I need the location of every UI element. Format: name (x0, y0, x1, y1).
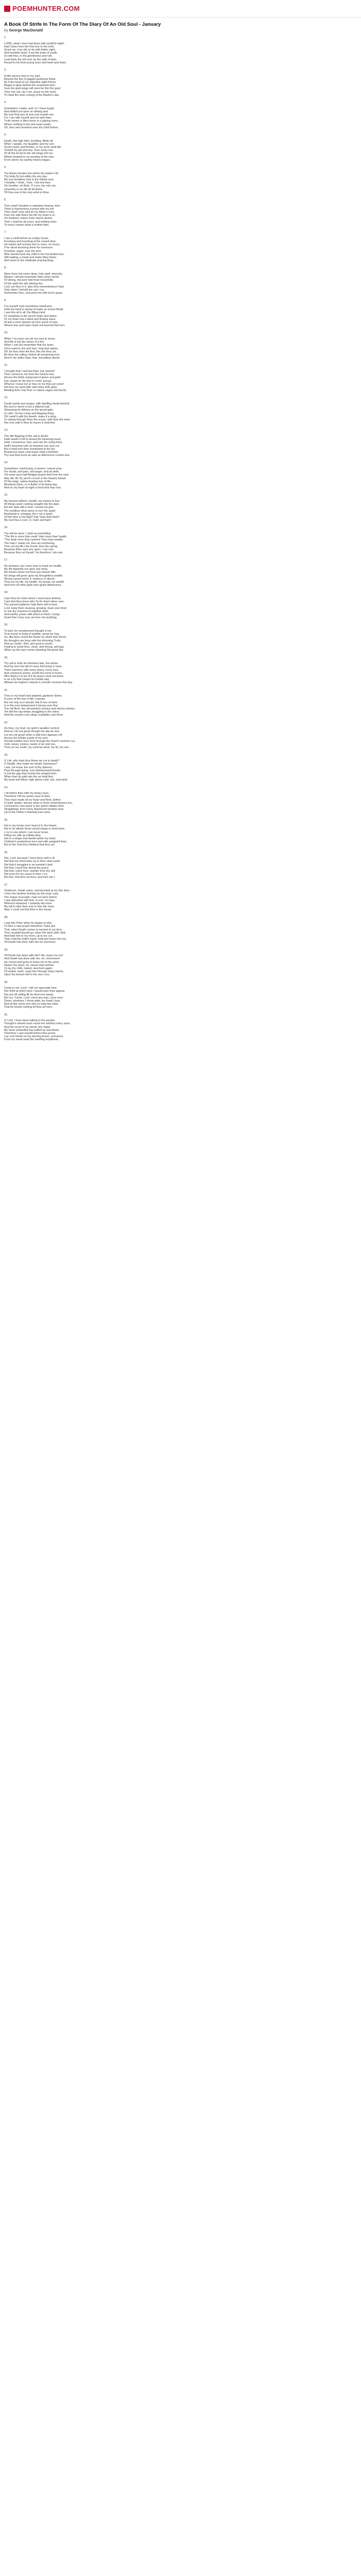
poem-line: Whence I know not or how on me thou art come! (4, 382, 64, 386)
poem-line: I was like Peter when he began to sink, (4, 922, 53, 925)
poem-line: Had I been from the first true to the truth, (4, 45, 55, 48)
poem-line: And from all other gods thou grant deliverance. (4, 584, 62, 587)
section-number: 16. (4, 526, 8, 530)
poem-line: Till thou see in the only-what is thine. (4, 191, 50, 194)
poem-line: May fall, flit, fly, perch-crouch in the bowery breast (4, 477, 66, 480)
poem-line: I was disturbed with fear, in sort, not awe; (4, 899, 55, 902)
logo-text: POEMHUNTER.COM (12, 5, 80, 12)
poem-line: Is but the gap that rounds the winged form, (4, 772, 57, 775)
poem-line: Who should have the child in her hot tenderness, (4, 252, 64, 256)
section-number: 24. (4, 786, 8, 789)
poem-line: My soul in storm is but a tattered sail, (4, 405, 50, 409)
poem-line: Oh! swell it with thy breath; make it a wing,- (4, 415, 58, 418)
poem-section (4, 166, 357, 194)
section-number: 25. (4, 818, 8, 822)
poem-line: LORD, what I once had done with youthful might, (4, 42, 65, 45)
section-number: 27. (4, 883, 8, 887)
poem-section (4, 1013, 357, 1042)
poem-section (4, 851, 357, 879)
poem-line: Lay cool hands on my burning brows, and press (4, 1035, 63, 1039)
poem-line: Of him who is the light?-Fair hope doth flash! (4, 516, 59, 519)
poem-line: Always I should remember thee-some words (4, 276, 59, 279)
poem-line: Whole-hearted is my worship of the man (4, 155, 54, 159)
poem-line: He comes-and goes-to leave me in thy arms, (4, 960, 60, 964)
poem-section (4, 819, 357, 847)
poem-line: My God has a cure, O, hush and hark! (4, 519, 52, 522)
section-number: 1. (4, 36, 7, 39)
poem-line: And as I do not groan though the day be dun, (4, 730, 60, 734)
poem-line: Once used to live and love, long and aspire,- (4, 347, 59, 350)
poem-line: No wings will grow upon my thoughtless wealth; (4, 574, 63, 578)
poem-section (4, 396, 357, 425)
poem-section (4, 786, 357, 815)
section-number: 4. (4, 133, 7, 137)
poem-line: Therefore I lift my weary eyes to thee, (4, 795, 51, 799)
poem-line: The old flesh, the old wonted contrary and stormy whines (4, 707, 75, 710)
poem-line: If he stood knocking there for evermore. (4, 246, 54, 250)
poem-line: Not that I need fear denial thy grace; (4, 866, 50, 870)
poem-line: Conscience runs quick to the spirit's hidden door. (4, 804, 64, 808)
poem-line: Not in a shape that dwells within my heart, (4, 837, 56, 840)
poem-line: Alas! I could not find thee in the house. (4, 908, 52, 912)
poem-line: Grant that I love now, we love not anything. (4, 616, 58, 620)
poem-line: O Health, why make me inhalic heaviness? (4, 762, 58, 766)
poem-line: Yestereve, Death came, and knocked at my thin door. (4, 889, 70, 893)
poem-line: Began to glow behind the unopened door: (4, 84, 56, 88)
section-number: 26. (4, 851, 8, 854)
poem-section (4, 591, 357, 619)
poem-line: My heart unheedful has puffed up and blown. (4, 1028, 60, 1032)
poem-line: True house to build of stubble, wood nor hay; (4, 633, 60, 636)
poem-line: Were there but some deep, holy spell, whereby (4, 272, 62, 276)
poem-line: Be thou the calling, before all answering love, (4, 353, 60, 357)
poem-line: Sometimes, hard-trying, it seems I cannot pray- (4, 467, 63, 470)
poem-line: They rise not. Up I rise, press on the more, (4, 90, 57, 94)
poem-line: Beyond the line of jagged quietness flows, (4, 77, 56, 81)
poem-line: Is in the sore betweenest if stormy ever fine (4, 704, 58, 707)
poem-line: Faith swells it full to breast the birsening wave. (4, 438, 62, 442)
poem-line: Or my heart has a deep and flowing wave, (4, 317, 56, 321)
author-name: George MacDonald (9, 28, 43, 32)
poem-line: But cry, 'Come, Lord, come any way, come now.' (4, 996, 64, 999)
poem-line: For I am with myself and not with thee; (4, 116, 52, 120)
section-number: 19. (4, 623, 8, 627)
poem-section (4, 331, 357, 360)
poem-line: My soul breathes only in thy infinite soul; (4, 178, 54, 182)
poem-section (4, 429, 357, 457)
poem-line: And on my heart at night a fresh bird may rest. (4, 486, 61, 490)
poem-line: Thy fishes breathe but where thy waters roll; (4, 172, 59, 175)
poem-line: I cry to one whom I can never know, (4, 831, 48, 834)
poem-line: And life is but the ashes of a fire; (4, 341, 45, 344)
poem-line: My heart will follow, high above cold, rain, and wind. (4, 778, 68, 782)
section-number: 5. (4, 166, 7, 170)
poem-line: When I awake, my daughter and my son, (4, 142, 55, 146)
poem-line: I sit before thee with my weary eyes; (4, 792, 50, 795)
poem-line: Because thine eyes are open, I can rest, (4, 548, 54, 552)
poem-line: I thought that I had lost thee; but, behold! (4, 369, 55, 373)
section-number: 11. (4, 364, 8, 367)
poem-line: When I can but remember that my heart (4, 344, 54, 347)
poem-line: That, when Death comes in earnest to my door, (4, 928, 63, 931)
poem-line: He wakes dull echoes but no voice, no rouse, (4, 243, 60, 247)
poem-line: Care that they know who 'tis for them takes care; (4, 600, 64, 604)
poem-line: I breathe, I think, I love, I live but thee. (4, 181, 52, 185)
section-number: 30. (4, 980, 8, 984)
poem-line: I ask, yet know: the sum of thy distress, (4, 766, 53, 769)
poem-line: Across the infinite sands of my soul- (4, 736, 49, 740)
poem-line: Upon thy bosom-still to the very core. (4, 973, 50, 977)
poem-line: Streaming its ribbons on the tarred gale; (4, 409, 54, 412)
poem-line: Then I shall be all yours; and nothing mine- (4, 220, 58, 224)
poem-line: Remember thou, and prick me with love's goad. (4, 292, 63, 295)
poem-section (4, 948, 357, 977)
poem-title: A Book Of Strife In The Form Of The Diary Of An Old Soul - January (4, 22, 161, 27)
poem-line: Not that it struggles in an eremite's bed; (4, 863, 53, 867)
poem-line: To every human heart a mother-twin. (4, 223, 50, 227)
poem-line: Meeting thee only thus, in nature vague and dumb. (4, 389, 67, 393)
poem-line: But it shall toss thee homeward to thy kin; (4, 447, 56, 451)
poem-line: Boisterous wave ronk tester shall o'erwhelm (4, 451, 58, 454)
poem-section (4, 884, 357, 912)
poem-line: Care thou for mine whom I must leave behind; (4, 597, 61, 601)
poem-line: Doubt swells and surges, with dwelling doubt behind! (4, 402, 70, 405)
poem-line: The shape unusually I had not seen before. (4, 895, 58, 899)
poem-line: Is as a fly that creeps his foolish way (4, 678, 50, 682)
poem-line: My will to take thee only to fear the more. (4, 905, 55, 909)
poem-line: Of strong, the poor bird most mournfully (4, 279, 53, 282)
poem-line: A mother, angel, over the door (4, 249, 42, 253)
poem-line: Where nothing is but sick-heart vanity; (4, 123, 52, 126)
poem-line: Athwart an engine's wheels in smooth revolves this day. (4, 681, 73, 685)
poem-line: Thy birds fly but within thy airy sea; (4, 175, 47, 178)
poem-line: Of all the brood to the old wings will run. (4, 152, 54, 156)
poem-line: Truth seems a blind moon in a glaring morn, (4, 120, 59, 123)
poem-section (4, 558, 357, 587)
poem-line: Because thou art thyself, 'tis therefore I am rest. (4, 551, 63, 555)
section-number: 10. (4, 331, 8, 335)
poem-line: Knocking and knocking at the closed door; (4, 240, 57, 243)
poem-line: I see him all in all, the lifting mind, (4, 311, 46, 315)
poem-line: Not in my lonely soul I learn'd it, first Heart; (4, 824, 57, 828)
poem-line: Oh brothers! sisters holy! hearts divine! (4, 217, 53, 221)
poem-line: Thy will is truth-'tis therefore fate, the whole- (4, 662, 59, 666)
section-number: 2. (4, 69, 7, 72)
poem-line: Of the spirit fire still uttering thy- (4, 282, 43, 285)
poem-line: The smallest silver piece to turn the spark (4, 509, 56, 513)
byline (4, 28, 357, 32)
poem-line: From my weak heart the swelling emptiness. (4, 1038, 59, 1042)
poem-line: Pass through dying, sure disinterested breath, (4, 769, 61, 772)
poem-line: Oh, thou who knowest save thy child forlorn. (4, 126, 59, 129)
poem-line: And thy love the will of every full loving to have (4, 665, 62, 669)
poem-line: And drifted out upon an ebbing sea! (4, 110, 48, 113)
poem-line: Thought's wheels have round me whirled a fiery zone, (4, 1022, 71, 1026)
poem-line: To-well, for unredeemed thought is ine, (4, 630, 52, 633)
poem-section (4, 36, 357, 64)
poem-line: The hairs I made not, thou art numbering. (4, 541, 56, 545)
poem-line: Not that my mind looks up to thee clear-eyed; (4, 860, 60, 863)
poem-line: All things seem rushing straight into the dark. (4, 503, 60, 506)
poem-line: Till Death has done with him for evermore. (4, 941, 57, 944)
poem-section (4, 69, 357, 97)
poem-line: Who thinks it to be of it his grace must not know- (4, 674, 64, 678)
poem-line: Not less my spirit with calm bliss doth glow, (4, 385, 58, 389)
poem-section (4, 981, 357, 1009)
section-number: 14. (4, 461, 8, 465)
poem-line: My bread comes not from any human tilth, (4, 571, 56, 574)
poem-line: Sure the gold wings will soon be thin the gray! (4, 87, 61, 91)
poem-section (4, 754, 357, 782)
poem-section (4, 461, 357, 489)
poem-section (4, 689, 357, 717)
poem-sections (4, 36, 357, 1042)
poem-line: No sickness can come near to feast my health; (4, 565, 62, 568)
poem-line: Of the large, nation-healing tree of life;- (4, 480, 53, 483)
poem-section (4, 494, 357, 522)
poem-line: Cold, weary, joyless, waste of air and sun, (4, 743, 56, 747)
poem-line: Nor think at which door I would have thee appear, (4, 990, 65, 993)
section-number: 7. (4, 231, 7, 234)
poem-line: For doubt, and pain, and anger, and all strife. (4, 470, 60, 474)
poem-line: When up the east comes dawning His great day. (4, 649, 64, 652)
poem-line: Straightway, from every depressed window sees (4, 808, 64, 811)
poem-line: Not in its infinite forms would shape or bend thee; (4, 827, 65, 831)
section-number: 15. (4, 494, 8, 497)
poem-line: To thee a new prayer therefore I have got- (4, 925, 56, 928)
poem-line: Thy present patience help them still to bear; (4, 603, 58, 607)
poem-section (4, 133, 357, 162)
poem-section (4, 623, 357, 652)
poem-line: Thou comest to me from the horizon low, (4, 373, 55, 377)
poem-line: My life depends not upon any meal, (4, 568, 48, 571)
poem-line: Of mother earth, crept free through many harms, (4, 970, 64, 974)
poem-section (4, 916, 357, 944)
section-number: 20. (4, 656, 8, 659)
poem-section (4, 198, 357, 227)
poem-line: Hoping to avoid fires, clean, and strong, and gay, (4, 646, 64, 649)
poem-line: Yet some poor half-fledged prayer-bird from the nest (4, 473, 69, 477)
section-number: 12. (4, 396, 8, 400)
poem-line: If to myself! God sometimes interfluent- (4, 304, 53, 308)
site-header (0, 0, 361, 18)
poem-line: Nor rest until in thee its haven it shall find. (4, 421, 56, 425)
poem-line: Thou hast made all my heart and flesh, before (4, 798, 61, 802)
poem-line: And the recoil of my words' airy ripple (4, 1025, 51, 1029)
poem-line: Or meadows in the secret miles and plains, (4, 314, 58, 318)
section-number: 21. (4, 688, 8, 692)
poem-line: That he knows nothing till thou art here. (4, 1006, 53, 1009)
poem-line: And earthly power with which to them I clung- (4, 613, 60, 617)
section-number: 8. (4, 266, 7, 270)
poem-line: Think in harmonious consort with my kin; (4, 207, 55, 211)
poem-line: Therefore I cast myself before thee prone: (4, 1032, 56, 1036)
poem-line: To meet the slow coming of the Master's day. (4, 93, 60, 97)
poem-line: Then shall I breathe in sweetest sharing, then (4, 204, 60, 208)
poem-line: I from the window looking out the long I saw, (4, 892, 59, 896)
section-number: 22. (4, 721, 8, 724)
poem-line: O Lord, I have been talking to the people; (4, 1019, 55, 1023)
poem-line: Do thou, my God, my spirit's weather control; (4, 727, 60, 731)
poem-section (4, 526, 357, 554)
poem-line: At last a more fanned up from some of man, (4, 320, 59, 324)
poem-line: Tenfold my girl and boy. Sure every one (4, 149, 53, 152)
poem-line: Up to the Father's listening ears arise. (4, 811, 51, 815)
poem-line: Unworthy is my life till all divine, (4, 188, 43, 191)
poem-line: Fair carpet for thy feet to come and go. (4, 379, 52, 383)
poem-line: Clothed in pretentious love and with assigned thee, (4, 840, 67, 844)
poem-line: Let me not groan when a wild burn appears roll (4, 733, 62, 737)
site-logo[interactable] (4, 5, 80, 12)
poem-line: Thy sea-float burst as safe as field-borne rocked sins. (4, 454, 70, 457)
poem-line: Lord, we thou in it, take thou remembrance! hast (4, 285, 64, 289)
poem-line: Self's hovering rush no tempest can rave out. (4, 444, 60, 448)
poem-section (4, 656, 357, 685)
poem-line: Wrong cannot touch it, violence or deceit; (4, 577, 55, 581)
section-number: 6. (4, 198, 7, 202)
poem-line: Only when I behold me can I cry, (4, 288, 45, 292)
poem-section (4, 364, 357, 392)
poem-line: Thou in my heart hast planted, gardener divine, (4, 694, 62, 698)
poem-line: But not only as it should: this ill one of mine (4, 701, 58, 704)
poem-line: Round to his best-young eyes and heart and brain. (4, 61, 67, 64)
poem-line: Lord, keep them clearing, growing, heart and mind; (4, 606, 67, 610)
poem-line: My harvest withers. Health, my means to live- (4, 500, 60, 503)
poem-line: Oh breathe, oh think, O Love, live into me; (4, 184, 56, 188)
poem-line: Filling me with an infinite idea: (4, 834, 41, 837)
section-number: 18. (4, 591, 8, 595)
poem-line: As if the head of our intended night Prince (4, 81, 56, 84)
section-number: 28. (4, 916, 8, 919)
poem-line: Come to me, Lord: I will not speculate how, (4, 987, 57, 990)
section-number: 9. (4, 299, 7, 302)
poem-line: When I no more can stir my soul to move, (4, 337, 56, 341)
poem-line: Nor put off calling till my floors be swept, (4, 993, 54, 996)
poem-line: In one thy oneness to together bind; (4, 609, 49, 613)
section-number: 23. (4, 753, 8, 757)
section-number: 13. (4, 429, 8, 432)
poem-line: Thou art my life-I the brook, thou the spring. (4, 545, 58, 548)
poem-line: Thou art my life, my health, my bread, my wealth (4, 581, 64, 584)
poem-line: Across the fields outspread of green and gold- (4, 376, 61, 380)
poem-line: And sit like some one who so long has slept (4, 1003, 58, 1006)
poem-line: But the dark still is God. I would not give (4, 506, 54, 510)
poem-line: Thou art my south, my summer-wind, my all, my one. (4, 746, 70, 750)
poem-section (4, 266, 357, 295)
poem-line: Oh, be thou then the first, the one thou art; (4, 350, 57, 353)
poem-content (0, 18, 361, 1042)
poem-section (4, 231, 357, 262)
poem-line: But this, that thou art thou, and here am I. (4, 876, 56, 879)
section-number: 3. (4, 101, 7, 105)
poem-line: Whose fear and hope reach out beyond their ken. (4, 324, 65, 328)
poem-line: Thou wouldst thyself go, when the latch doth clink, (4, 931, 67, 935)
poem-line: Hold my hand in spring of water as mount Moab (4, 308, 63, 312)
poem-line: So wilt thou, in thy gentleness and ruth, (4, 55, 53, 58)
poem-section (4, 299, 357, 327)
by-label: by (4, 28, 8, 32)
poem-line: To lay thy child, naked, new-born-again (4, 967, 53, 971)
poem-line: And humbler heart, if not the brain of youth; (4, 52, 58, 55)
poem-line: O Life, why dost thou throw me out to death? (4, 759, 60, 763)
poem-line: In calm, 'tis but a limp and flapping thing: (4, 412, 55, 415)
poem-line: Doors, windows, I throw wide; my head I bow, (4, 999, 61, 1003)
section-number: 17. (4, 558, 8, 562)
poem-line: Backward or unhappy. Am I not a spark (4, 512, 53, 516)
poem-line: Still waiting, a meek and ready Mary Rose, (4, 256, 57, 259)
poem-line: Grown sister and brother, in my arms shall fall, (4, 146, 61, 149)
poem-line: I'll wait! awake, knocks when in thine remembrance too; (4, 801, 73, 805)
poem-line: Nearer thy heart, oh, nearer than before! (4, 963, 54, 967)
poem-line: Sometimes I wake, and, lo! I have forgot, (4, 107, 55, 110)
poem-line: Not that I were here, wander from thy will; (4, 870, 56, 873)
poem-line: And in me wake hope, fear, boundless desire. (4, 357, 61, 360)
section-number: 31. (4, 1013, 8, 1016)
poem-line: Moveless there, or in flutter of its flying day, (4, 483, 58, 487)
poem-line: My soul that was at rest now resteth not, (4, 113, 54, 117)
poem-line: Then shall I love well all my father's men, (4, 211, 55, 214)
poem-line: To sweep through thine the ocean, with thee the wind (4, 418, 70, 421)
poem-line: Grant me, now old, to do with better sight, (4, 48, 56, 52)
poem-line: And the unseen root clings cramplike unto thine. (4, 714, 64, 717)
poem-line: "The life is more than meat"-then more than health; (4, 535, 67, 539)
poem-line: But to the God thou thinkest that thou art. (4, 843, 55, 847)
poem-line: And conscious power, would but come to know. (4, 671, 62, 675)
poem-line: And as I build, I find, and grow in youth- (4, 642, 53, 646)
poem-line: From whom my earthly history began. (4, 158, 51, 162)
poem-line: My thoughts are busy with the informing Truth, (4, 639, 61, 642)
section-number: 29. (4, 948, 8, 952)
poem-line: So, like bees round the flower by which they thrive, (4, 636, 67, 639)
poem-line: Whereof ashamed, I instantly did more (4, 902, 52, 906)
poem-line: Yet still the sap keeps struggling to the shine, (4, 710, 60, 714)
poem-line: And Death has done with me, oh, nevermore! (4, 957, 60, 961)
poem-line: Not, Lord, because I have done well or ill; (4, 857, 55, 860)
poem-line: Them harmony with every artery, every soul, (4, 668, 59, 672)
poem-line: And lead him to my room, up to my cot; (4, 935, 53, 938)
poem-line: I see a child before an empty house, (4, 236, 49, 240)
poem-section (4, 101, 357, 129)
poem-line: Till Death has done with him?-Ah, leave me not! (4, 954, 63, 958)
poem-line: The idle flapping of the sail is doubt; (4, 434, 49, 438)
poemhunter-logo-icon (4, 6, 10, 12)
poem-line: When than its path into the air shall find, (4, 775, 54, 779)
poem-section (4, 721, 357, 750)
poem-line: Feel one with theirs the life my heart is in, (4, 214, 56, 217)
poem-line: A scion of the tree of life: it grows; (4, 698, 46, 701)
poem-line: And seem to the obstinate praying thing. (4, 259, 54, 263)
poem-line: Death, like high faith, levelling, lifteth all. (4, 139, 54, 143)
poem-line: Should sudden burn from through the heart's summer run, (4, 739, 76, 743)
poem-line: Lead back thy old soul, by the path of pain, (4, 58, 57, 61)
poem-line: "The body more than raiment"-then than wealth; (4, 538, 63, 542)
poem-line: Not even for my cause to thee I cry, (4, 873, 48, 876)
poem-line: A dim aurora rises in my east, (4, 74, 41, 78)
poem-line: Hold, conscience, fast, and rule the ruling helm, (4, 441, 63, 445)
poem-line: Then hold thy child's hand, hold and leave him not, (4, 938, 67, 941)
poem-line: Thy will be done. I yield up everything. (4, 532, 52, 536)
